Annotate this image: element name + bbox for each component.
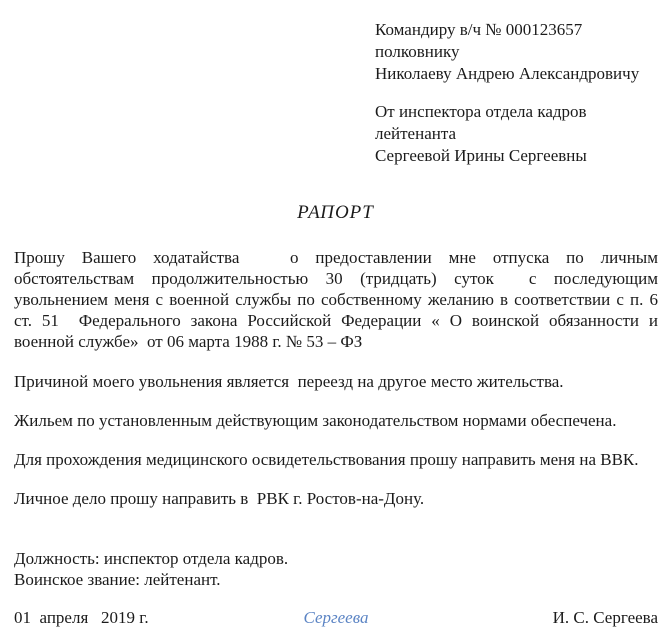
closing-position: Должность: инспектор отдела кадров.: [14, 549, 289, 568]
signature-text: Сергеева: [303, 608, 369, 627]
paragraph-housing: Жильем по установленным действующим законодательством нормами обеспечена.: [14, 411, 617, 430]
document-title: РАПОРТ: [297, 202, 374, 223]
sender-line-3: Сергеевой Ирины Сергеевны: [375, 146, 587, 165]
request-line-3: увольнением меня с военной службы по собственному желанию в соответствии с п. 6: [14, 290, 658, 309]
closing-rank: Воинское звание: лейтенант.: [14, 570, 221, 589]
request-line-1: Прошу Вашего ходатайства о предоставлении мне отпуска по личным: [14, 248, 658, 267]
closing-block: [14, 548, 657, 590]
address-block: [375, 19, 657, 167]
signatory-name: И. С. Сергеева: [552, 608, 659, 627]
request-line-4: ст. 51 Федерального закона Российской Федерации « О воинской обязанности и: [14, 311, 658, 330]
recipient-line-2: полковнику: [375, 42, 460, 61]
sender-line-1: От инспектора отдела кадров: [375, 102, 587, 121]
paragraph-leave-request: [14, 247, 658, 352]
request-line-5: военной службе» от 06 марта 1988 г. № 53 – ФЗ: [14, 332, 363, 351]
request-line-2: обстоятельствам продолжительностью 30 (тридцать) суток с последующим: [14, 269, 658, 288]
recipient-line-1: Командиру в/ч № 000123657: [375, 20, 583, 39]
paragraph-personal-file: Личное дело прошу направить в РВК г. Ростов-на-Дону.: [14, 489, 425, 508]
paragraph-reason: Причиной моего увольнения является переезд на другое место жительства.: [14, 372, 564, 391]
paragraph-medical-commission: Для прохождения медицинского освидетельствования прошу направить меня на ВВК.: [14, 450, 639, 469]
sender-line-2: лейтенанта: [375, 124, 457, 143]
address-block-spacer: [375, 85, 657, 101]
recipient-line-3: Николаеву Андрею Александровичу: [375, 64, 640, 83]
signature-row: [14, 607, 658, 628]
document-date: 01 апреля 2019 г.: [14, 608, 149, 627]
